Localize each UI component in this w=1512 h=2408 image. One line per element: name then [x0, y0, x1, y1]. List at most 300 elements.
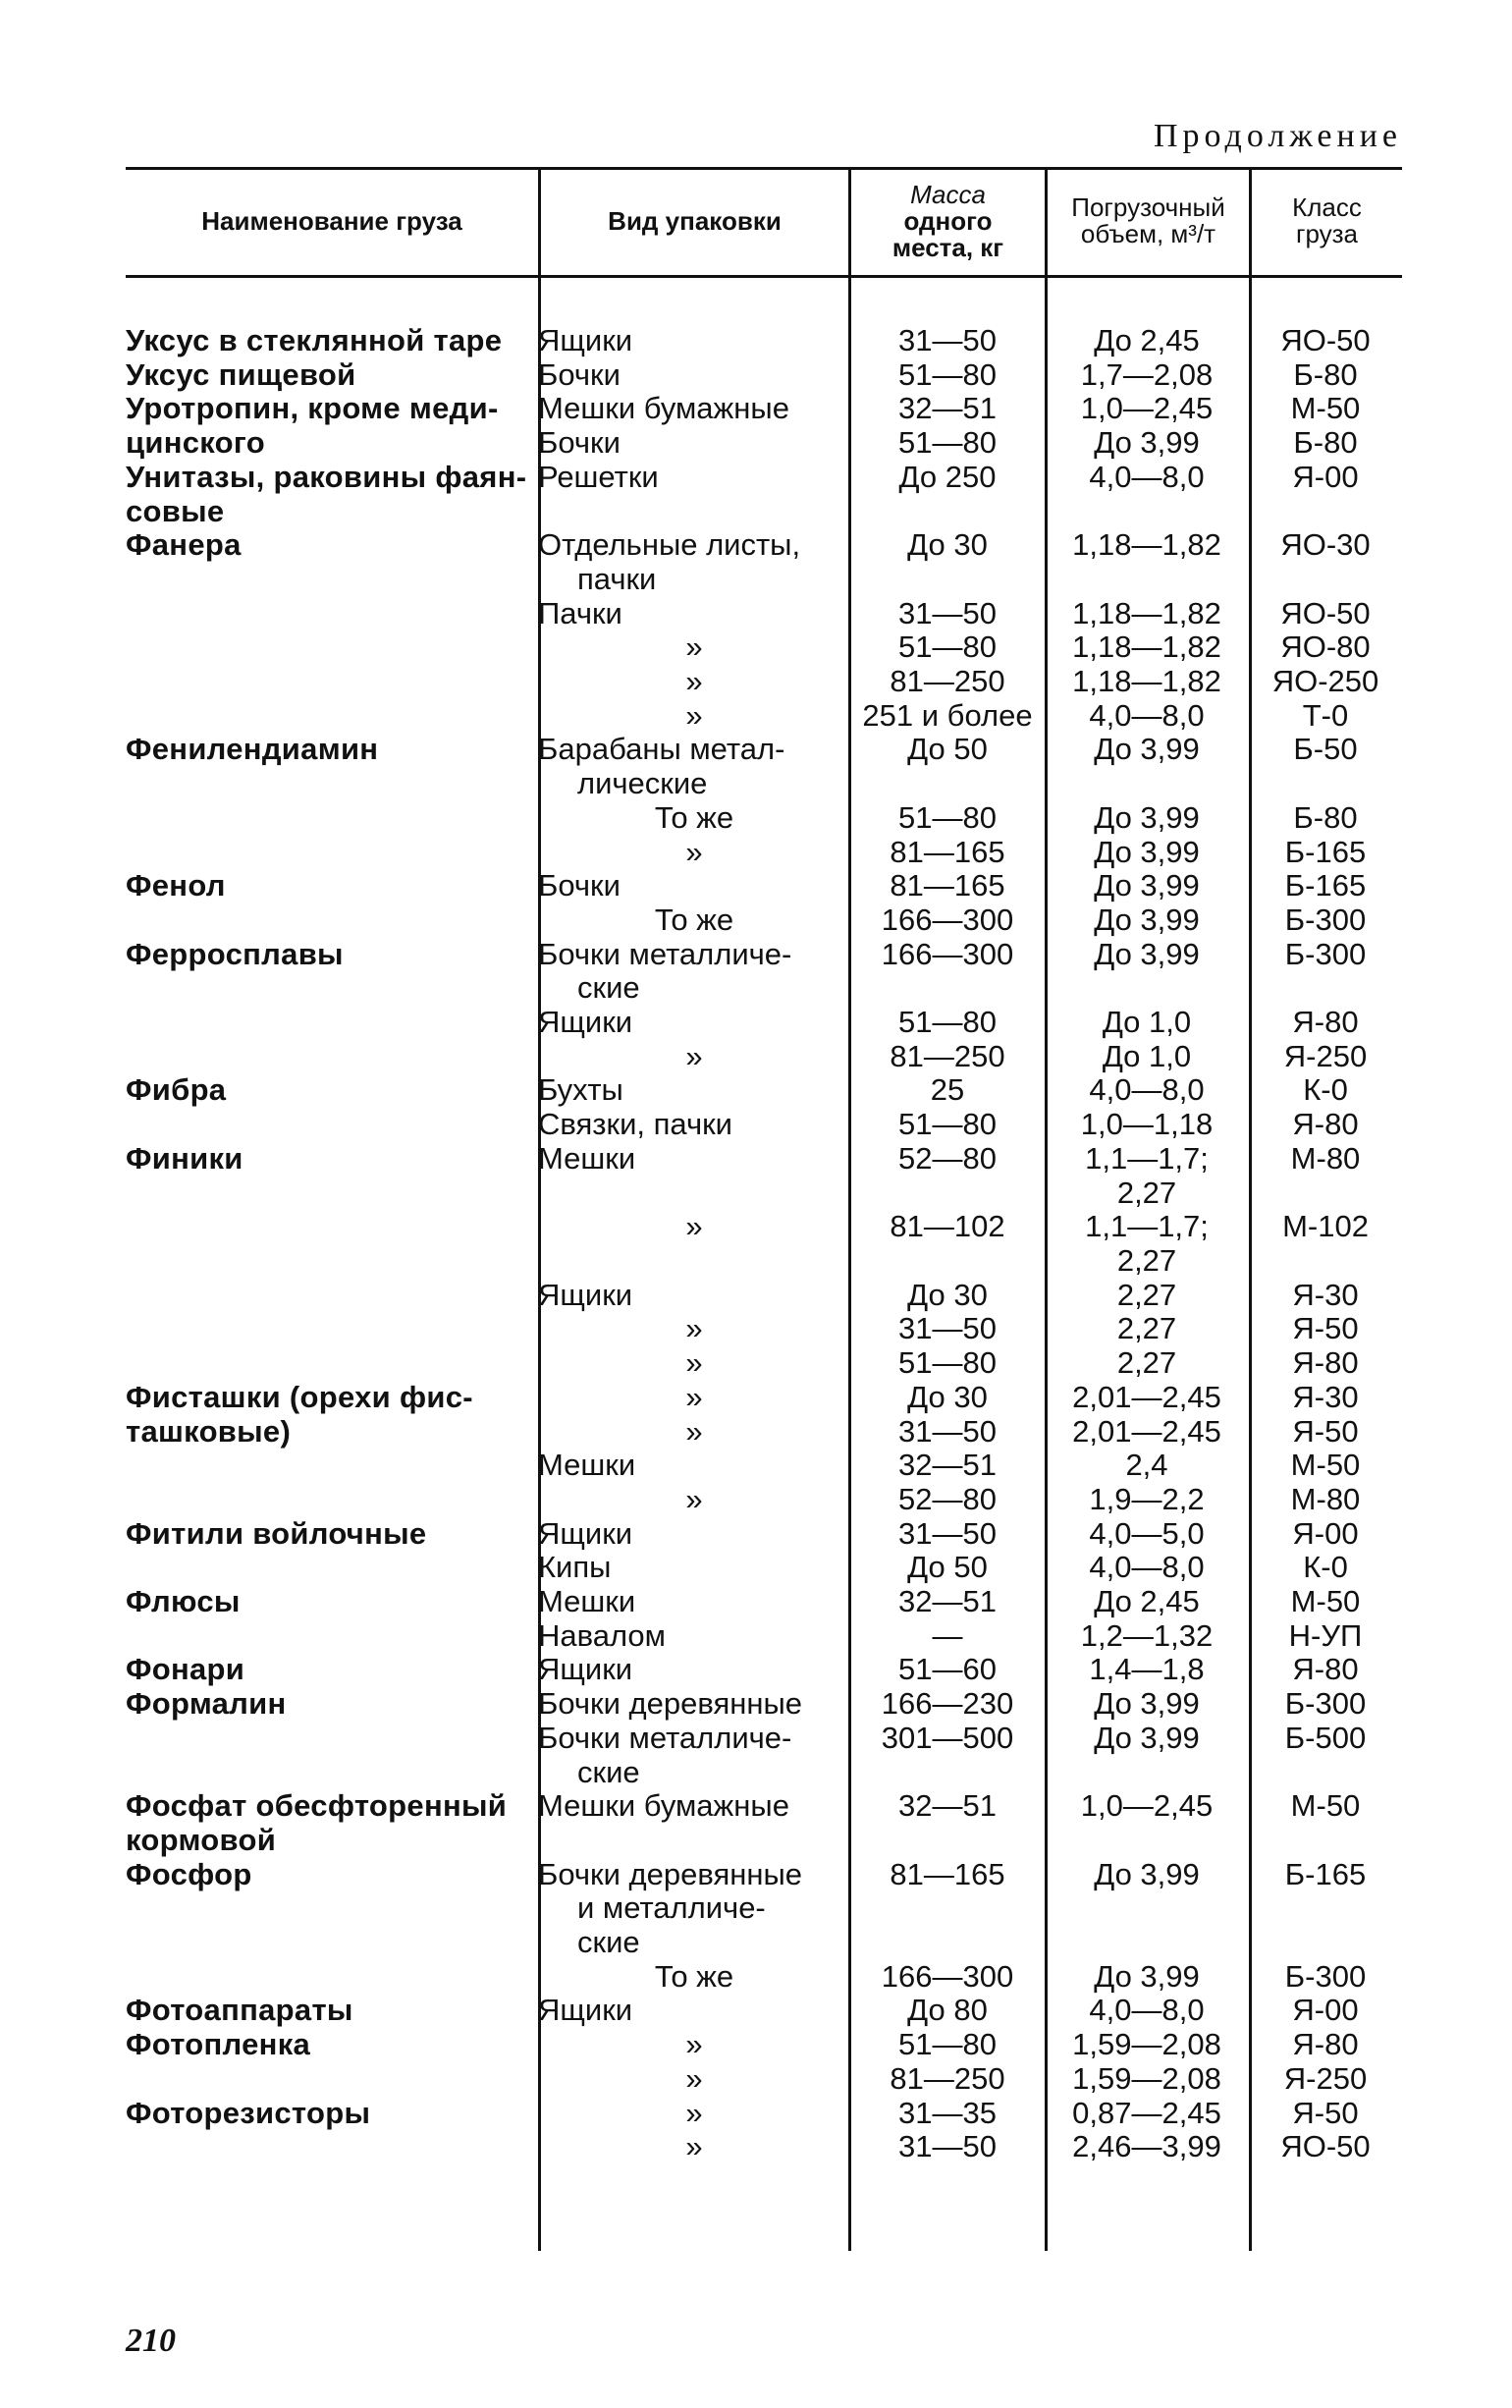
cargo-name-cell: [126, 1279, 538, 1313]
mass-cell: 31—50: [898, 324, 997, 357]
class-cell: Я-80: [1292, 1108, 1359, 1142]
cargo-name-cell: Фанера: [126, 528, 242, 563]
mass-cell: [850, 1244, 1045, 1279]
volume-cell: [1045, 1891, 1249, 1926]
class-cell: ЯО-50: [1280, 596, 1371, 630]
packaging-cell: Ящики: [538, 1994, 633, 2028]
class-cell: Б-300: [1284, 903, 1367, 937]
class-cell: Б-300: [1284, 937, 1367, 971]
class-cell: [1249, 1926, 1402, 1960]
volume-cell: До 2,45: [1094, 324, 1200, 357]
table-row: [126, 1960, 1402, 1995]
volume-cell: 4,0—8,0: [1089, 460, 1205, 494]
volume-cell: 4,0—5,0: [1089, 1516, 1205, 1551]
packaging-cell: Бухты: [538, 1073, 623, 1108]
mass-cell: 166—300: [881, 1959, 1014, 1994]
volume-cell: 1,1—1,7;: [1085, 1141, 1209, 1176]
cargo-name-cell: Финики: [126, 1141, 243, 1176]
mass-cell: До 30: [907, 1278, 988, 1312]
packaging-cell: Бочки деревянные: [538, 1857, 803, 1891]
table-row: [126, 938, 1402, 972]
volume-cell: До 3,99: [1094, 1857, 1200, 1891]
table-row: [126, 1073, 1402, 1108]
header-name-text: Наименование груза: [201, 206, 462, 236]
cargo-name-cell: [126, 1926, 538, 1960]
packaging-cell: »: [685, 2096, 703, 2130]
volume-cell: 1,0—1,18: [1080, 1108, 1214, 1142]
packaging-cell: Отдельные листы,: [538, 528, 801, 563]
cargo-name-cell: совые: [126, 494, 225, 528]
class-cell: М-102: [1282, 1210, 1369, 1244]
volume-cell: До 3,99: [1094, 733, 1200, 767]
mass-cell: [850, 1177, 1045, 1211]
table-row: [126, 1381, 1402, 1415]
packaging-cell: [538, 495, 850, 529]
cargo-name-cell: Фотопленка: [126, 2028, 311, 2062]
packaging-cell: »: [685, 835, 703, 869]
packaging-cell: »: [685, 1312, 703, 1346]
packaging-cell: Ящики: [538, 324, 633, 357]
class-cell: Я-250: [1283, 2061, 1368, 2096]
mass-cell: 81—165: [890, 869, 1005, 903]
cargo-name-cell: цинского: [126, 426, 265, 461]
mass-cell: 25: [930, 1073, 965, 1108]
table-row: [126, 699, 1402, 734]
class-cell: Т-0: [1302, 698, 1349, 733]
volume-cell: 1,18—1,82: [1072, 528, 1221, 563]
volume-cell: 2,01—2,45: [1072, 1414, 1221, 1449]
mass-cell: 81—165: [890, 835, 1005, 869]
mass-cell: 166—300: [881, 937, 1014, 971]
mass-cell: 81—250: [890, 2061, 1005, 2096]
header-mass-line: Масса: [910, 180, 986, 209]
class-cell: ЯО-250: [1271, 665, 1379, 699]
cargo-name-cell: [126, 1244, 538, 1279]
mass-cell: 51—80: [898, 630, 997, 665]
volume-cell: 1,0—2,45: [1080, 392, 1214, 426]
class-cell: Я-00: [1292, 460, 1359, 494]
table-row: [126, 358, 1402, 393]
table-row: [126, 1279, 1402, 1313]
header-class-line: Класс: [1292, 192, 1362, 222]
volume-cell: До 3,99: [1094, 937, 1200, 971]
mass-cell: До 30: [907, 528, 988, 563]
mass-cell: До 50: [907, 733, 988, 767]
class-cell: ЯО-80: [1280, 630, 1371, 665]
packaging-cell: »: [685, 1414, 703, 1449]
table-row: [126, 1619, 1402, 1654]
packaging-cell: То же: [654, 800, 734, 835]
volume-cell: [1045, 767, 1249, 801]
header-class: [1252, 194, 1402, 247]
packaging-cell: Решетки: [538, 460, 659, 494]
packaging-cell: лические: [577, 767, 708, 801]
table-row: [126, 630, 1402, 665]
header-name: [126, 208, 538, 235]
table-row: [126, 1142, 1402, 1177]
class-cell: М-50: [1290, 392, 1361, 426]
header-mass-line: места, кг: [891, 233, 1004, 262]
table-row: [126, 767, 1402, 801]
class-cell: Я-50: [1292, 1312, 1359, 1346]
header-class-line: груза: [1295, 219, 1359, 248]
mass-cell: 51—80: [898, 426, 997, 461]
packaging-cell: »: [685, 698, 703, 733]
volume-cell: До 3,99: [1094, 800, 1200, 835]
cargo-name-cell: [126, 1960, 538, 1995]
class-cell: Я-00: [1292, 1994, 1359, 2028]
cargo-name-cell: Фисташки (орехи фис-: [126, 1380, 473, 1414]
table-row: [126, 1210, 1402, 1244]
table-row: [126, 1415, 1402, 1450]
mass-cell: До 30: [907, 1380, 988, 1414]
mass-cell: [850, 1824, 1045, 1858]
header-volume: [1048, 194, 1249, 247]
mass-cell: 81—250: [890, 665, 1005, 699]
mass-cell: —: [932, 1618, 963, 1653]
volume-cell: [1045, 1756, 1249, 1790]
table-row: [126, 665, 1402, 699]
volume-cell: 2,27: [1116, 1312, 1177, 1346]
table-row: [126, 801, 1402, 836]
class-cell: К-0: [1303, 1551, 1348, 1585]
packaging-cell: »: [685, 2028, 703, 2062]
table-row: [126, 461, 1402, 495]
packaging-cell: Бочки металличе-: [538, 1721, 792, 1755]
table-row: [126, 1789, 1402, 1824]
table-row: [126, 1891, 1402, 1926]
cargo-name-cell: [126, 563, 538, 597]
class-cell: М-50: [1290, 1585, 1361, 1619]
class-cell: К-0: [1303, 1073, 1348, 1108]
volume-cell: 2,27: [1116, 1278, 1177, 1312]
packaging-cell: пачки: [577, 562, 657, 596]
cargo-table: [126, 324, 1402, 2164]
packaging-cell: Связки, пачки: [538, 1108, 732, 1142]
mass-cell: 81—102: [890, 1210, 1005, 1244]
class-cell: Я-80: [1292, 1653, 1359, 1687]
volume-cell: 1,59—2,08: [1072, 2028, 1221, 2062]
mass-cell: 51—80: [898, 1346, 997, 1381]
volume-cell: 2,46—3,99: [1072, 2130, 1221, 2164]
cargo-name-cell: [126, 665, 538, 699]
cargo-name-cell: кормовой: [126, 1823, 277, 1857]
volume-cell: 2,27: [1116, 1243, 1177, 1278]
packaging-cell: »: [685, 2061, 703, 2096]
packaging-cell: Мешки: [538, 1585, 636, 1619]
table-row: [126, 1585, 1402, 1619]
class-cell: Я-30: [1292, 1278, 1359, 1312]
mass-cell: 31—50: [898, 1312, 997, 1346]
cargo-name-cell: [126, 1619, 538, 1654]
packaging-cell: Барабаны метал-: [538, 733, 785, 767]
volume-cell: 1,4—1,8: [1089, 1653, 1205, 1687]
class-cell: Б-165: [1284, 869, 1367, 903]
table-row: [126, 1824, 1402, 1858]
table-row: [126, 392, 1402, 426]
class-cell: [1249, 1244, 1402, 1279]
table-row: [126, 1551, 1402, 1585]
mass-cell: 32—51: [898, 1449, 997, 1483]
class-cell: Я-50: [1292, 2096, 1359, 2130]
mass-cell: 32—51: [898, 1585, 997, 1619]
volume-cell: До 3,99: [1094, 426, 1200, 461]
cargo-name-cell: [126, 1006, 538, 1040]
class-cell: Я-250: [1283, 1039, 1368, 1073]
packaging-cell: Мешки бумажные: [538, 1789, 789, 1824]
mass-cell: 81—165: [890, 1857, 1005, 1891]
cargo-name-cell: Формалин: [126, 1687, 287, 1722]
class-cell: Б-165: [1284, 1857, 1367, 1891]
class-cell: Б-80: [1293, 357, 1358, 392]
table-row: [126, 324, 1402, 358]
cargo-name-cell: [126, 1108, 538, 1142]
table-row: [126, 1177, 1402, 1211]
table-row: [126, 495, 1402, 529]
cargo-name-cell: [126, 699, 538, 734]
volume-cell: [1045, 1926, 1249, 1960]
volume-cell: [1045, 495, 1249, 529]
table-row: [126, 1449, 1402, 1483]
cargo-name-cell: [126, 1483, 538, 1517]
table-row: [126, 733, 1402, 767]
mass-cell: 51—80: [898, 2028, 997, 2062]
cargo-name-cell: [126, 903, 538, 938]
packaging-cell: [538, 1824, 850, 1858]
packaging-cell: Мешки бумажные: [538, 392, 789, 426]
packaging-cell: Бочки металличе-: [538, 937, 792, 971]
volume-cell: До 1,0: [1102, 1039, 1192, 1073]
class-cell: Б-80: [1293, 426, 1358, 461]
table-row: [126, 1108, 1402, 1142]
table-row: [126, 1244, 1402, 1279]
packaging-cell: »: [685, 1380, 703, 1414]
table-row: [126, 1483, 1402, 1517]
class-cell: Б-50: [1293, 733, 1358, 767]
packaging-cell: Бочки деревянные: [538, 1687, 803, 1722]
mass-cell: 166—230: [881, 1687, 1014, 1722]
cargo-name-cell: [126, 2062, 538, 2097]
table-row: [126, 1346, 1402, 1381]
mass-cell: До 50: [907, 1551, 988, 1585]
volume-cell: 2,4: [1125, 1449, 1168, 1483]
header-packaging-text: Вид упаковки: [608, 206, 782, 236]
class-cell: [1249, 1891, 1402, 1926]
mass-cell: До 80: [907, 1994, 988, 2028]
cargo-name-cell: Фибра: [126, 1073, 227, 1108]
packaging-cell: »: [685, 1346, 703, 1381]
mass-cell: [850, 1891, 1045, 1926]
volume-cell: 1,9—2,2: [1089, 1482, 1205, 1516]
volume-cell: До 3,99: [1094, 835, 1200, 869]
packaging-cell: »: [685, 1482, 703, 1516]
class-cell: [1249, 971, 1402, 1006]
class-cell: Я-80: [1292, 1006, 1359, 1040]
volume-cell: 1,18—1,82: [1072, 630, 1221, 665]
class-cell: [1249, 495, 1402, 529]
table-row: [126, 2062, 1402, 2097]
class-cell: [1249, 1824, 1402, 1858]
packaging-cell: »: [685, 1210, 703, 1244]
class-cell: М-80: [1290, 1141, 1361, 1176]
class-cell: Б-165: [1284, 835, 1367, 869]
mass-cell: 31—50: [898, 596, 997, 630]
mass-cell: 301—500: [881, 1721, 1014, 1755]
class-cell: Б-300: [1284, 1687, 1367, 1722]
table-row: [126, 1312, 1402, 1346]
volume-cell: 1,59—2,08: [1072, 2061, 1221, 2096]
packaging-cell: ские: [577, 1755, 640, 1789]
header-mass-line: одного: [903, 206, 993, 236]
volume-cell: До 3,99: [1094, 903, 1200, 937]
cargo-name-cell: Фитили войлочные: [126, 1516, 427, 1551]
table-row: [126, 1653, 1402, 1687]
table-row: [126, 2028, 1402, 2062]
class-cell: [1249, 563, 1402, 597]
volume-cell: До 3,99: [1094, 1721, 1200, 1755]
packaging-cell: Мешки: [538, 1449, 636, 1483]
volume-cell: 1,2—1,32: [1080, 1618, 1214, 1653]
packaging-cell: и металличе-: [577, 1891, 766, 1926]
table-row: [126, 1687, 1402, 1722]
volume-cell: 1,18—1,82: [1072, 596, 1221, 630]
mass-cell: [850, 971, 1045, 1006]
mass-cell: 51—80: [898, 357, 997, 392]
class-cell: [1249, 767, 1402, 801]
cargo-name-cell: [126, 767, 538, 801]
packaging-cell: »: [685, 2130, 703, 2164]
cargo-name-cell: Фенол: [126, 869, 226, 903]
table-row: [126, 528, 1402, 563]
cargo-name-cell: [126, 1756, 538, 1790]
header-volume-line: Погрузочный: [1071, 192, 1225, 222]
packaging-cell: Мешки: [538, 1141, 636, 1176]
packaging-cell: Ящики: [538, 1278, 633, 1312]
mass-cell: 31—50: [898, 2130, 997, 2164]
volume-cell: 2,27: [1116, 1346, 1177, 1381]
volume-cell: До 1,0: [1102, 1006, 1192, 1040]
class-cell: Я-80: [1292, 2028, 1359, 2062]
cargo-name-cell: [126, 630, 538, 665]
cargo-name-cell: [126, 1210, 538, 1244]
volume-cell: До 3,99: [1094, 1687, 1200, 1722]
table-row: [126, 1040, 1402, 1074]
cargo-name-cell: Уротропин, кроме меди-: [126, 392, 499, 426]
volume-cell: [1045, 563, 1249, 597]
class-cell: Я-50: [1292, 1414, 1359, 1449]
table-row: [126, 1517, 1402, 1552]
header-packaging: [541, 208, 848, 235]
volume-cell: 4,0—8,0: [1089, 1073, 1205, 1108]
class-cell: [1249, 1756, 1402, 1790]
packaging-cell: [538, 1244, 850, 1279]
cargo-name-cell: Унитазы, раковины фаян-: [126, 460, 527, 494]
mass-cell: 51—80: [898, 800, 997, 835]
table-top-rule: [126, 167, 1402, 170]
cargo-name-cell: Фосфор: [126, 1857, 252, 1891]
mass-cell: 32—51: [898, 1789, 997, 1824]
volume-cell: 4,0—8,0: [1089, 1994, 1205, 2028]
class-cell: Я-80: [1292, 1346, 1359, 1381]
cargo-name-cell: [126, 1551, 538, 1585]
cargo-name-cell: Уксус в стеклянной таре: [126, 324, 503, 357]
mass-cell: [850, 563, 1045, 597]
mass-cell: 51—80: [898, 1006, 997, 1040]
volume-cell: До 3,99: [1094, 869, 1200, 903]
cargo-name-cell: [126, 1346, 538, 1381]
cargo-name-cell: [126, 2130, 538, 2164]
packaging-cell: Пачки: [538, 596, 622, 630]
mass-cell: 31—35: [898, 2096, 997, 2130]
packaging-cell: [538, 1177, 850, 1211]
volume-cell: До 3,99: [1094, 1959, 1200, 1994]
mass-cell: 81—250: [890, 1039, 1005, 1073]
cargo-name-cell: Фосфат обесфторенный: [126, 1789, 508, 1824]
table-row: [126, 869, 1402, 903]
mass-cell: 31—50: [898, 1516, 997, 1551]
volume-cell: 1,7—2,08: [1080, 357, 1214, 392]
mass-cell: [850, 1756, 1045, 1790]
cargo-name-cell: Уксус пищевой: [126, 357, 356, 392]
packaging-cell: Кипы: [538, 1551, 612, 1585]
class-cell: ЯО-30: [1280, 528, 1371, 563]
packaging-cell: То же: [654, 1959, 734, 1994]
volume-cell: 1,0—2,45: [1080, 1789, 1214, 1824]
cargo-name-cell: [126, 1177, 538, 1211]
volume-cell: 0,87—2,45: [1072, 2096, 1221, 2130]
header-bottom-rule: [126, 275, 1402, 278]
cargo-name-cell: [126, 597, 538, 631]
table-row: [126, 563, 1402, 597]
packaging-cell: ские: [577, 971, 640, 1006]
volume-cell: 4,0—8,0: [1089, 698, 1205, 733]
table-row: [126, 2097, 1402, 2131]
packaging-cell: Ящики: [538, 1006, 633, 1040]
table-row: [126, 903, 1402, 938]
header-volume-line: объем, м³/т: [1080, 219, 1216, 248]
cargo-name-cell: [126, 1312, 538, 1346]
mass-cell: 51—80: [898, 1108, 997, 1142]
packaging-cell: Ящики: [538, 1516, 633, 1551]
packaging-cell: Ящики: [538, 1653, 633, 1687]
mass-cell: 51—60: [898, 1653, 997, 1687]
page-number: 210: [126, 2323, 176, 2359]
packaging-cell: Бочки: [538, 357, 621, 392]
cargo-name-cell: [126, 836, 538, 870]
class-cell: Я-30: [1292, 1380, 1359, 1414]
class-cell: Я-00: [1292, 1516, 1359, 1551]
table-row: [126, 2130, 1402, 2164]
cargo-name-cell: [126, 1040, 538, 1074]
table-row: [126, 1006, 1402, 1040]
volume-cell: 1,1—1,7;: [1085, 1210, 1209, 1244]
table-row: [126, 971, 1402, 1006]
mass-cell: [850, 495, 1045, 529]
packaging-cell: Бочки: [538, 426, 621, 461]
table-row: [126, 836, 1402, 870]
packaging-cell: Навалом: [538, 1618, 666, 1653]
table-row: [126, 1994, 1402, 2028]
table-row: [126, 1756, 1402, 1790]
cargo-name-cell: ташковые): [126, 1414, 292, 1449]
volume-cell: [1045, 1824, 1249, 1858]
class-cell: [1249, 1177, 1402, 1211]
cargo-name-cell: [126, 801, 538, 836]
volume-cell: 4,0—8,0: [1089, 1551, 1205, 1585]
volume-cell: 1,18—1,82: [1072, 665, 1221, 699]
table-row: [126, 1858, 1402, 1892]
cargo-name-cell: Фенилендиамин: [126, 733, 379, 767]
